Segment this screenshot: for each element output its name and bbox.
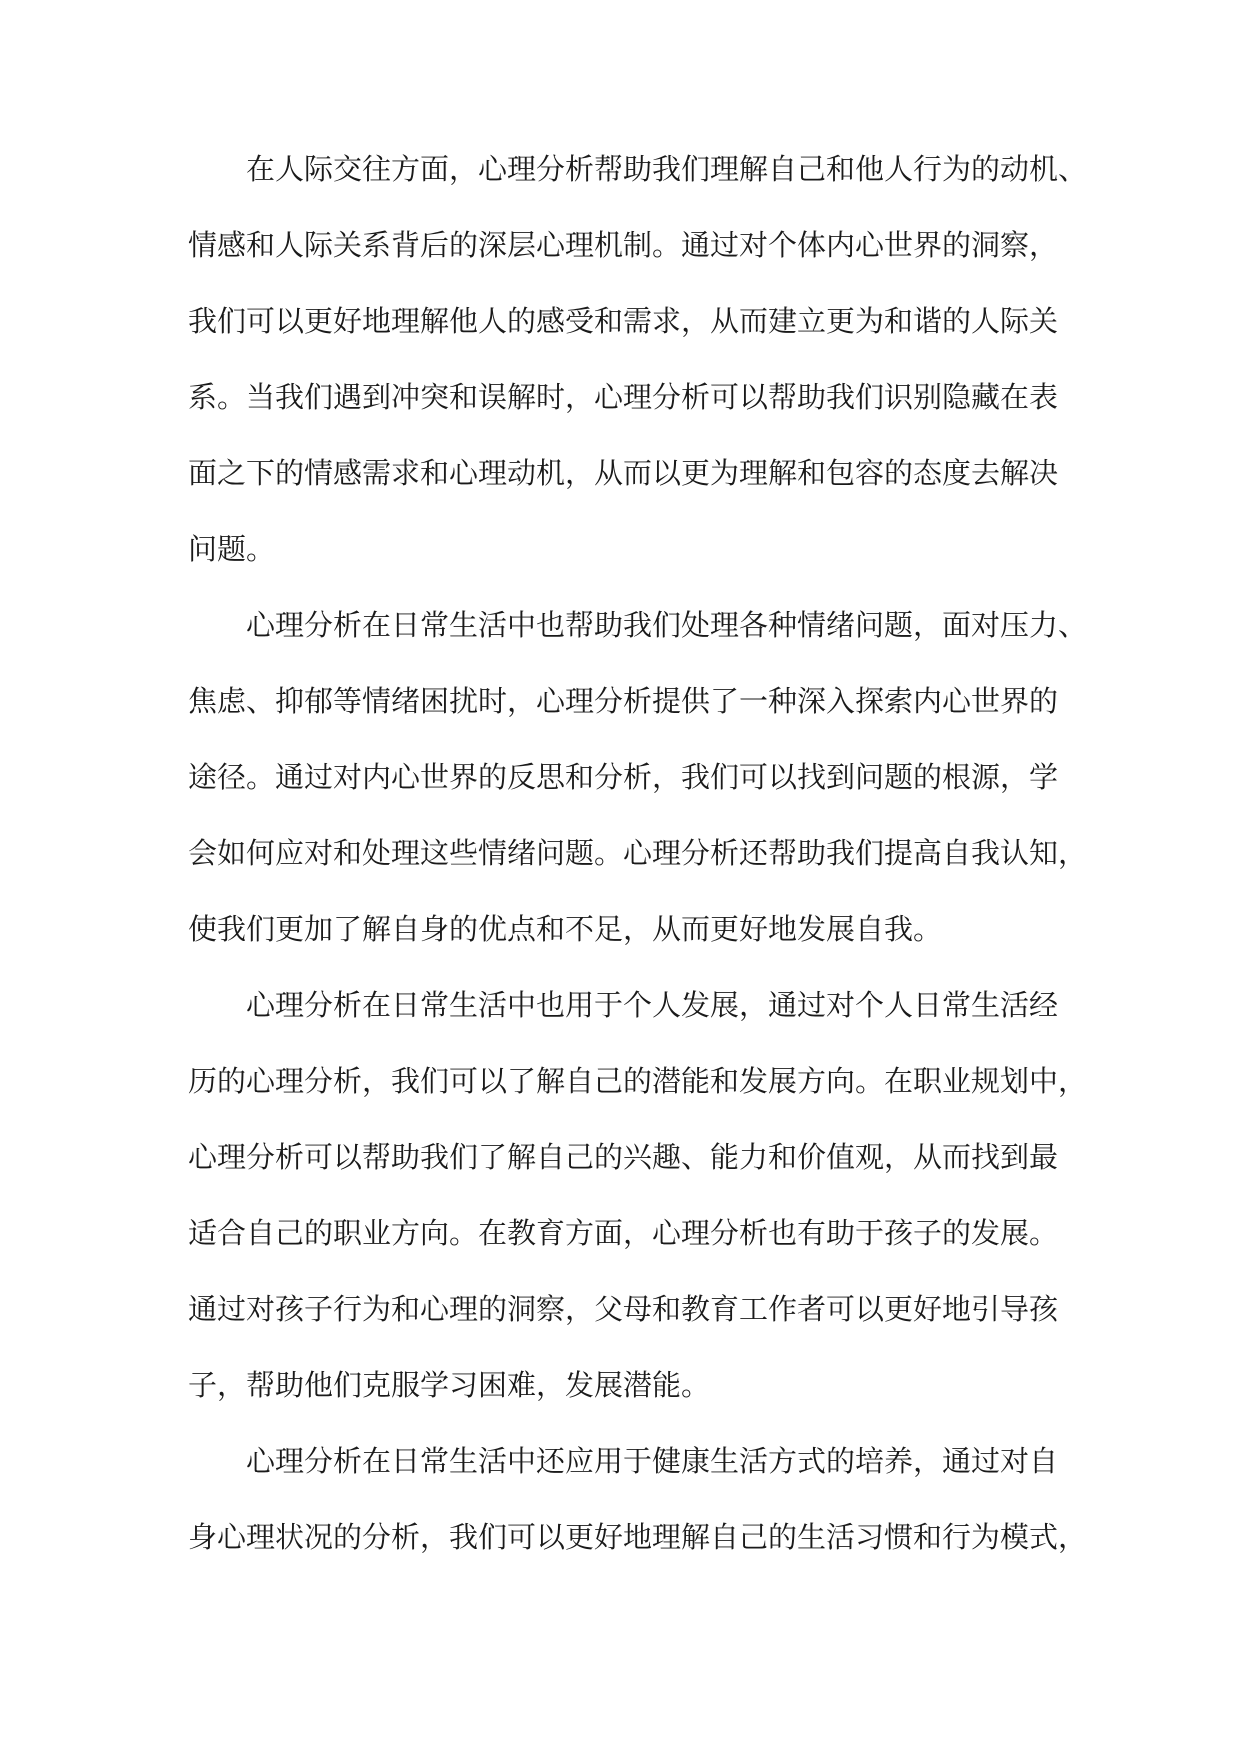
paragraph-line: 历的心理分析，我们可以了解自己的潜能和发展方向。在职业规划中， [188,1064,1088,1098]
paragraph-line: 身心理状况的分析，我们可以更好地理解自己的生活习惯和行为模式， [188,1520,1088,1554]
paragraph-line: 情感和人际关系背后的深层心理机制。通过对个体内心世界的洞察， [188,228,1059,262]
paragraph-line: 在人际交往方面，心理分析帮助我们理解自己和他人行为的动机、 [246,152,1088,186]
paragraph-personal-development [188,981,1088,1437]
paragraph-line: 问题。 [188,532,276,566]
paragraph-emotions [188,601,1088,981]
paragraph-line: 我们可以更好地理解他人的感受和需求，从而建立更为和谐的人际关 [188,304,1059,338]
paragraph-line: 心理分析可以帮助我们了解自己的兴趣、能力和价值观，从而找到最 [188,1140,1059,1174]
paragraph-line: 途径。通过对内心世界的反思和分析，我们可以找到问题的根源，学 [188,760,1059,794]
paragraph-line: 焦虑、抑郁等情绪困扰时，心理分析提供了一种深入探索内心世界的 [188,684,1059,718]
paragraph-line: 面之下的情感需求和心理动机，从而以更为理解和包容的态度去解决 [188,456,1059,490]
paragraph-line: 心理分析在日常生活中也帮助我们处理各种情绪问题，面对压力、 [246,608,1088,642]
paragraph-line: 会如何应对和处理这些情绪问题。心理分析还帮助我们提高自我认知， [188,836,1088,870]
paragraph-healthy-lifestyle [188,1437,1088,1589]
paragraph-line: 心理分析在日常生活中还应用于健康生活方式的培养，通过对自 [246,1444,1059,1478]
paragraph-line: 使我们更加了解自身的优点和不足，从而更好地发展自我。 [188,912,943,946]
paragraph-interpersonal [188,145,1088,601]
paragraph-line: 适合自己的职业方向。在教育方面，心理分析也有助于孩子的发展。 [188,1216,1059,1250]
document-body [188,145,1088,1589]
paragraph-line: 系。当我们遇到冲突和误解时，心理分析可以帮助我们识别隐藏在表 [188,380,1059,414]
paragraph-line: 心理分析在日常生活中也用于个人发展，通过对个人日常生活经 [246,988,1059,1022]
paragraph-line: 子，帮助他们克服学习困难，发展潜能。 [188,1368,711,1402]
paragraph-line: 通过对孩子行为和心理的洞察，父母和教育工作者可以更好地引导孩 [188,1292,1059,1326]
